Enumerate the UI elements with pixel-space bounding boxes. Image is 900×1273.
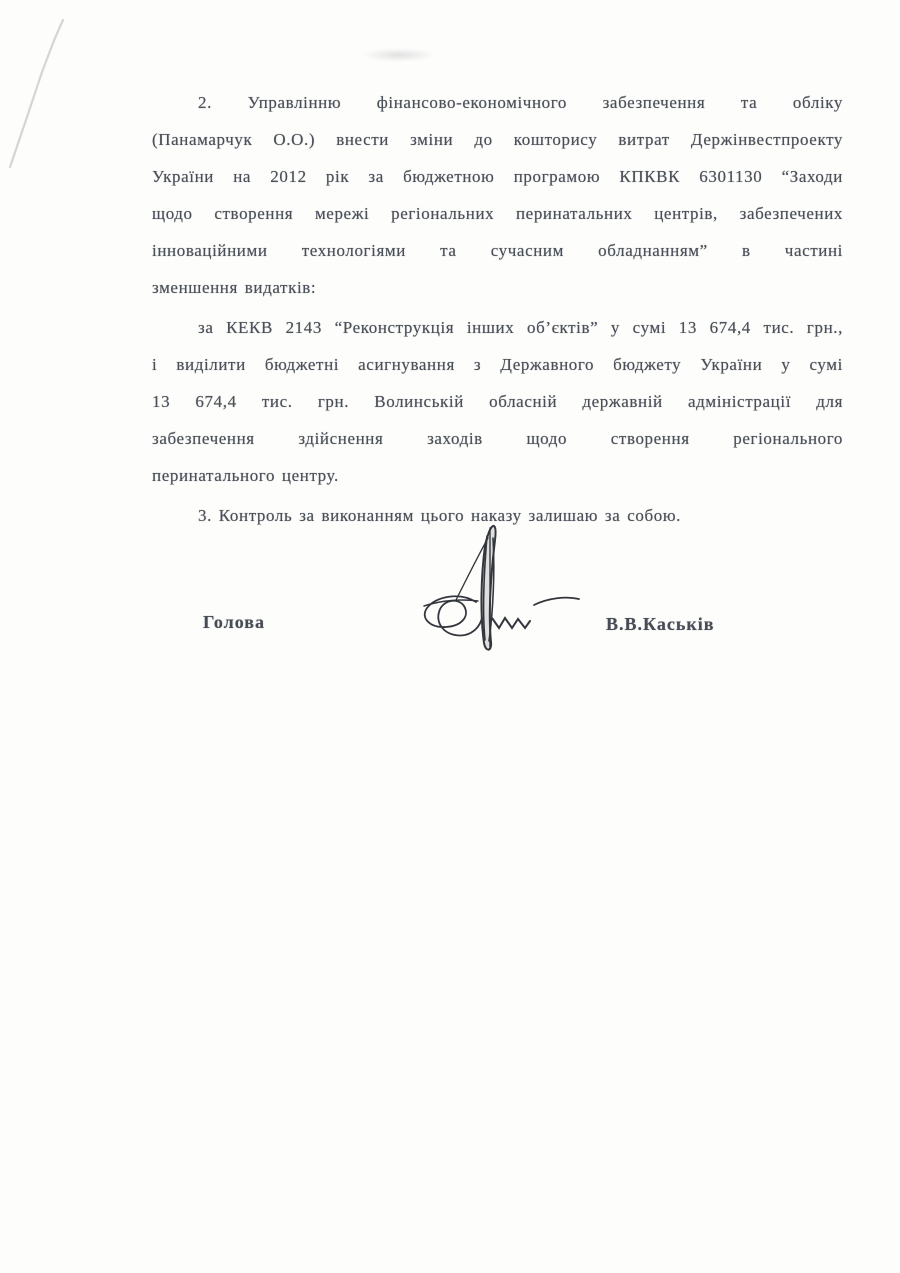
text-line: перинатального центру. — [152, 466, 339, 485]
scan-smudge-mark — [362, 48, 436, 62]
text-line: 2. Управлінню фінансово-економічного забезпечення та обліку — [198, 93, 843, 112]
text-line: України на 2012 рік за бюджетною програмою КПКВК 6301130 “Заходи — [152, 167, 843, 186]
text-line: щодо створення мережі регіональних перинатальних центрів, забезпечених — [152, 204, 843, 223]
text-line: за КЕКВ 2143 “Реконструкція інших об’єктів” у сумі 13 674,4 тис. грн., — [198, 318, 843, 337]
text-line: і виділити бюджетні асигнування з Державного бюджету України у сумі — [152, 355, 843, 374]
signatory-name: В.В.Каськів — [606, 614, 715, 634]
text-line: зменшення видатків: — [152, 278, 317, 297]
paragraph-item-2 — [152, 84, 843, 306]
text-line: 13 674,4 тис. грн. Волинській обласній державній адміністрації для — [152, 392, 843, 411]
scan-scratch-mark — [0, 0, 120, 200]
text-line: забезпечення здійснення заходів щодо створення регіонального — [152, 429, 843, 448]
text-line: 3. Контроль за виконанням цього наказу залишаю за собою. — [198, 506, 681, 525]
document-body — [152, 84, 843, 537]
signatory-role-label: Голова — [203, 612, 266, 632]
paragraph-kekv-clause — [152, 309, 843, 494]
handwritten-signature — [418, 514, 593, 664]
text-line: інноваційними технологіями та сучасним обладнанням” в частині — [152, 241, 843, 260]
text-line: (Панамарчук О.О.) внести зміни до кошторису витрат Держінвестпроекту — [152, 130, 843, 149]
